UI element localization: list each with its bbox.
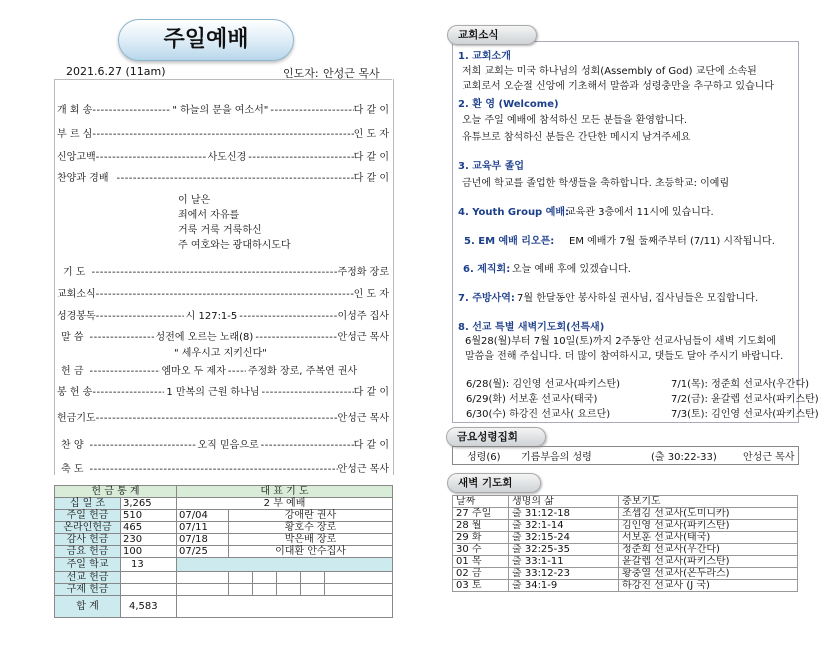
dawn-prayer-tab: 새벽 기도회 [447, 473, 541, 493]
table-header-row [453, 496, 798, 508]
empty-cell [253, 572, 277, 584]
news-text: EM 예배가 7월 둘째주부터 (7/11) 시작됩니다. [569, 236, 775, 247]
order-item: 시 127:1-5 [185, 311, 238, 322]
offering-header: 헌 금 통 계 [55, 486, 177, 498]
offering-label: 십 일 조 [55, 498, 121, 510]
table-cell: 출 32:15-24 [509, 532, 619, 544]
leader-name: 안성근 목사 [323, 67, 380, 80]
offering-label: 온라인헌금 [55, 522, 121, 534]
table-cell: 황충열 선교사(온두라스) [619, 568, 798, 580]
table-row [453, 556, 798, 568]
order-person: 다 같 이 [353, 152, 389, 163]
table-row [453, 568, 798, 580]
news-text: 7월 한달동안 봉사하실 권사님, 집사님들은 모집합니다. [517, 293, 759, 304]
order-person: 주정화 장로 [337, 267, 389, 278]
order-line [57, 328, 389, 343]
empty-cell [229, 584, 253, 596]
offering-label: 선교 헌금 [55, 572, 121, 584]
offering-value: 100 [121, 546, 177, 558]
service-date: 2021.6.27 (11am) [66, 65, 166, 78]
order-person: 다 같 이 [353, 440, 389, 451]
church-news-tab: 교회소식 [447, 25, 537, 45]
offering-label: 금요 헌금 [55, 546, 121, 558]
news-text: 오늘 주일 예배에 참석하신 모든 분들을 환영합니다. [462, 115, 688, 126]
order-item: 1 만복의 근원 하나님 [166, 387, 260, 398]
order-person: 주정화 장로, 주복연 권사 [247, 366, 358, 377]
news-heading: 7. 주방사역: [458, 293, 515, 304]
prayer-header: 대 표 기 도 [177, 486, 393, 498]
prayer-date: 07/25 [177, 546, 229, 558]
table-cell: 조셉김 선교사(도미니카) [619, 508, 798, 520]
table-cell: 03 토 [453, 580, 509, 592]
order-label: 교회소식 [57, 289, 96, 300]
table-cell: 하강진 선교사 (J 국) [619, 580, 798, 592]
order-person: 인 도 자 [353, 289, 389, 300]
order-item: 사도신경 [207, 152, 247, 163]
offering-value: 510 [121, 510, 177, 522]
offering-label: 구제 헌금 [55, 584, 121, 596]
schedule-item: 6/28(월): 김인영 선교사(파키스탄) [466, 379, 621, 390]
order-person: 안성근 목사 [337, 464, 389, 475]
news-heading: 3. 교육부 졸업 [458, 161, 525, 172]
order-person: 다 같 이 [353, 387, 389, 398]
order-label: 부 르 심 [57, 129, 93, 140]
column-header: 생명의 삶 [509, 496, 619, 508]
offering-value: 465 [121, 522, 177, 534]
order-person: 이성주 집사 [337, 311, 389, 322]
news-text: 금년에 학교를 졸업한 학생들을 축하합니다. 초등학교: 이예림 [462, 178, 730, 189]
table-cell: 29 화 [453, 532, 509, 544]
offering-value [121, 584, 177, 596]
offering-value [121, 572, 177, 584]
news-text: 말씀을 전해 주십니다. 더 많이 참여하시고, 댓들도 달아 주시기 바랍니다. [465, 351, 784, 362]
table-cell: 28 월 [453, 520, 509, 532]
order-person: 안성근 목사 [337, 332, 389, 343]
order-line [57, 101, 389, 116]
prayer-date: 07/11 [177, 522, 229, 534]
order-line [57, 285, 389, 300]
sermon-subtitle: " 세우시고 지키신다" [174, 348, 267, 359]
table-row [453, 520, 798, 532]
prayer-person: 박은배 장로 [229, 534, 393, 546]
empty-cell [177, 572, 229, 584]
table-cell: 출 34:1-9 [509, 580, 619, 592]
table-cell: 02 금 [453, 568, 509, 580]
order-person: 인 도 자 [353, 129, 389, 140]
table-cell: 27 주일 [453, 508, 509, 520]
table-row [453, 580, 798, 592]
order-label: 개 회 송 [57, 105, 93, 116]
order-label: 헌금기도 [57, 413, 96, 424]
lyric-line: 이 날은 [178, 195, 211, 206]
empty-cell [177, 558, 393, 572]
news-heading: 1. 교회소개 [458, 51, 511, 62]
offering-total-value: 4,583 [121, 596, 177, 618]
empty-cell [229, 572, 253, 584]
news-heading: 5. EM 예배 리오픈: [464, 236, 555, 247]
empty-cell [301, 584, 325, 596]
dawn-prayer-table [452, 495, 798, 592]
order-item: 성전에 오르는 노래(8) [155, 332, 254, 343]
news-heading: 8. 선교 특별 새벽기도회(선특새) [458, 322, 605, 333]
table-cell: 윤갈렙 선교사(파키스탄) [619, 556, 798, 568]
order-item: 엠마오 두 제자 [161, 366, 226, 377]
prayer-date: 07/18 [177, 534, 229, 546]
schedule-item: 6/29(화) 서보훈 선교사(태국) [466, 394, 598, 405]
news-text: 유튜브로 참석하신 분들은 간단한 메시지 남겨주세요 [462, 132, 691, 143]
empty-cell [277, 584, 301, 596]
table-cell: 출 33:1-11 [509, 556, 619, 568]
order-line [57, 436, 389, 451]
table-cell: 출 32:1-14 [509, 520, 619, 532]
schedule-item: 7/3(토): 김인영 선교사(파키스탄) [671, 409, 819, 420]
lyric-line: 거룩 거룩 거룩하신 [178, 225, 262, 236]
offering-value: 13 [121, 558, 177, 572]
order-line [57, 409, 389, 424]
order-line [57, 307, 389, 322]
order-line [57, 125, 389, 140]
order-label: 기 도 [63, 267, 86, 278]
order-item: " 하늘의 문을 여소서" [172, 105, 269, 116]
table-row [453, 508, 798, 520]
table-cell: 서보훈 선교사(태국) [619, 532, 798, 544]
table-cell: 출 31:12-18 [509, 508, 619, 520]
order-line [57, 460, 389, 475]
table-row [453, 544, 798, 556]
prayer-person: 이대환 안수집사 [229, 546, 393, 558]
order-person: 안성근 목사 [337, 413, 389, 424]
prayer-person: 황호수 장로 [229, 522, 393, 534]
order-label: 말 씀 [61, 332, 84, 343]
study-topic: 성령(6) [467, 452, 501, 463]
order-label: 축 도 [61, 464, 84, 475]
offering-label: 감사 헌금 [55, 534, 121, 546]
empty-cell [277, 572, 301, 584]
news-heading: 4. Youth Group 예배: [458, 207, 570, 218]
table-row [453, 532, 798, 544]
news-text: 6월28(월)부터 7월 10일(토)까지 2주동안 선교사님들이 새벽 기도회에 [465, 336, 777, 347]
news-text: 교회로서 오순절 신앙에 기초해서 말씀과 성령충만을 추구하고 있습니다 [462, 81, 775, 92]
prayer-person: 강애란 권사 [229, 510, 393, 522]
service-name: 2 부 예배 [177, 498, 393, 510]
table-cell: 30 수 [453, 544, 509, 556]
empty-cell [325, 584, 393, 596]
friday-service-tab: 금요성령집회 [446, 427, 546, 447]
table-cell: 정준희 선교사(우간다) [619, 544, 798, 556]
order-label: 성경봉독 [57, 311, 96, 322]
order-label: 봉 헌 송 [57, 387, 93, 398]
order-item: 오직 믿음으로 [197, 440, 259, 451]
order-line [57, 169, 389, 184]
table-cell: 01 목 [453, 556, 509, 568]
offering-label: 주일 헌금 [55, 510, 121, 522]
offering-value: 230 [121, 534, 177, 546]
friday-service-row [452, 446, 799, 465]
order-label: 찬양과 경배 [57, 173, 109, 184]
lyric-line: 주 여호와는 광대하시도다 [178, 240, 291, 251]
order-person: 다 같 이 [353, 173, 389, 184]
column-header: 중보기도 [619, 496, 798, 508]
offering-label: 주일 학교 [55, 558, 121, 572]
news-heading: 2. 환 영 (Welcome) [458, 99, 559, 110]
leader-label: 인도자: [283, 67, 319, 80]
page-title: 주일예배 [118, 19, 294, 61]
study-speaker: 안성근 목사 [743, 452, 795, 463]
offering-table [54, 485, 393, 618]
column-header: 날짜 [453, 496, 509, 508]
prayer-date: 07/04 [177, 510, 229, 522]
schedule-item: 7/1(목): 정준희 선교사(우간다) [671, 379, 810, 390]
offering-total-label: 합 계 [55, 596, 121, 618]
empty-cell [301, 572, 325, 584]
schedule-item: 7/2(금): 윤갈렙 선교사(파키스탄) [671, 394, 819, 405]
order-line [57, 263, 389, 278]
empty-cell [177, 584, 229, 596]
news-text: 교육관 3층에서 11시에 있습니다. [566, 207, 714, 218]
empty-cell [177, 596, 393, 618]
lyric-line: 죄에서 자유를 [178, 210, 240, 221]
order-label: 헌 금 [61, 366, 84, 377]
order-line [57, 383, 389, 398]
study-title: 기름부음의 성령 [521, 452, 592, 463]
schedule-item: 6/30(수) 하강진 선교사( 요르단) [466, 409, 611, 420]
order-person: 다 같 이 [353, 105, 389, 116]
news-heading: 6. 제직회: [463, 264, 511, 275]
empty-cell [253, 584, 277, 596]
table-cell: 출 33:12-23 [509, 568, 619, 580]
offering-value: 3,265 [121, 498, 177, 510]
order-label: 찬 양 [61, 440, 84, 451]
order-label: 신앙고백 [57, 152, 96, 163]
news-text: 저희 교회는 미국 하나님의 성회(Assembly of God) 교단에 소속된 [462, 66, 757, 77]
news-text: 오늘 예배 후에 있겠습니다. [512, 264, 631, 275]
study-reference: (출 30:22-33) [651, 452, 717, 463]
table-cell: 김인영 선교사(파키스탄) [619, 520, 798, 532]
empty-cell [325, 572, 393, 584]
table-cell: 출 32:25-35 [509, 544, 619, 556]
order-line [57, 362, 389, 377]
order-line [57, 148, 389, 163]
